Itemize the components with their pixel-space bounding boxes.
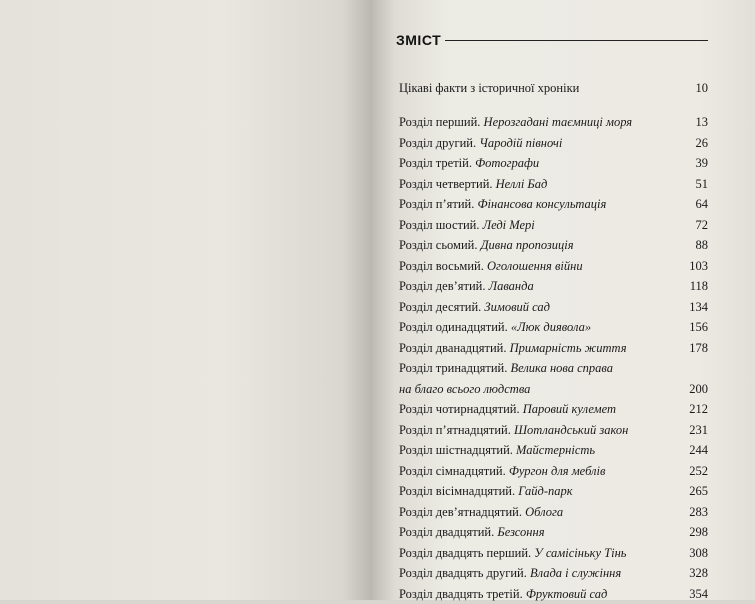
toc-entry-text [399, 235, 574, 255]
toc-entry-text [399, 153, 539, 173]
toc-entry-text [399, 481, 573, 501]
toc-entry-prefix: Розділ двадцятий. [399, 525, 498, 539]
toc-entry-prefix: Розділ дев’ятий. [399, 279, 489, 293]
toc-entry-prefix: Розділ вісімнадцятий. [399, 484, 519, 498]
toc-entry-text [399, 174, 547, 194]
toc-entry-page: 64 [695, 197, 708, 211]
toc-entry-prefix: Розділ п’ятий. [399, 197, 478, 211]
toc-entry-page: 72 [695, 217, 708, 232]
toc-entry-title: Шотландський закон [514, 422, 629, 437]
toc-entry-title: Фургон для меблів [508, 463, 606, 478]
toc-entry-title: Зимовий сад [484, 299, 550, 314]
toc-entry-page: 39 [695, 156, 708, 170]
toc-entry-text [399, 215, 535, 235]
toc-entry [399, 420, 708, 440]
heading-rule [445, 40, 708, 41]
toc-entry-page: 134 [689, 299, 708, 314]
toc-entry [399, 235, 708, 255]
toc-entry [399, 543, 708, 563]
toc-entry-text [399, 112, 632, 132]
toc-entry-text [399, 133, 562, 153]
toc-entry-title: Безсоння [497, 525, 545, 539]
toc-entry-prefix: Розділ двадцять перший. [399, 545, 535, 560]
toc-entry-prefix: Розділ восьмий. [399, 258, 487, 273]
toc-entry-text [399, 584, 607, 604]
toc-entry-title: Неллі Бад [495, 176, 548, 191]
toc-entry [399, 481, 708, 501]
toc-entry [399, 153, 708, 173]
toc-entry-title: Примарність життя [509, 340, 627, 355]
toc-entry-page: 328 [689, 566, 708, 580]
toc-entry-title: Велика нова справа [510, 361, 614, 375]
toc-entry-prefix: Розділ третій. [399, 156, 476, 170]
toc-entry-text [399, 522, 545, 542]
toc-entry-title: Дивна пропозиція [480, 238, 574, 252]
toc-entry [399, 358, 708, 378]
toc-entry-title: Майстерність [516, 443, 596, 457]
toc-entry [399, 440, 708, 460]
toc-entry [399, 338, 708, 358]
toc-entry-page: 156 [689, 320, 708, 334]
toc-entry-text [399, 297, 550, 317]
toc-entry-prefix: Розділ сімнадцятий. [399, 463, 509, 478]
toc-entry-page: 103 [689, 258, 708, 273]
toc-entry-text [399, 502, 563, 522]
toc-entry-title: Чародій півночі [479, 135, 563, 150]
toc-heading: ЗМІСТ [396, 32, 442, 48]
toc-entry-prefix: Розділ п’ятнадцятий. [399, 422, 514, 437]
toc-header [396, 30, 708, 50]
toc-entry-text [399, 276, 534, 296]
toc-entry-prefix: Розділ дванадцятий. [399, 340, 510, 355]
toc-entry-text [399, 379, 530, 399]
toc-entry-title: Облога [525, 504, 564, 519]
toc-entry-prefix: Розділ сьомий. [399, 238, 481, 252]
toc-entry-prefix: Розділ другий. [399, 135, 480, 150]
toc-entry-title: Фотографи [475, 156, 540, 170]
toc-entry [399, 563, 708, 583]
toc-entry-prefix: Цікаві факти з історичної хроніки [399, 81, 580, 95]
toc-entry-text [399, 317, 591, 337]
toc-entry-prefix: Розділ одинадцятий. [399, 320, 511, 334]
toc-entry-text [399, 563, 621, 583]
toc-entry-prefix: Розділ тринадцятий. [399, 361, 511, 375]
left-page [0, 0, 372, 600]
toc-entry-text [399, 194, 606, 214]
toc-entry-title: Гайд-парк [518, 484, 573, 498]
toc-entry-text [399, 399, 616, 419]
toc-entry-prefix: Розділ перший. [399, 115, 484, 129]
toc-entry-title: Леді Мері [482, 217, 535, 232]
toc-entry [399, 78, 708, 98]
toc-entry [399, 174, 708, 194]
toc-entry-text [399, 543, 627, 563]
toc-entry-page: 118 [689, 279, 708, 293]
toc-entry-page: 244 [689, 443, 708, 457]
toc-entry-title: Паровий кулемет [522, 402, 616, 416]
toc-entry-text [399, 256, 583, 276]
toc-entry-page: 354 [689, 586, 708, 601]
toc-entry-title: Оголошення війни [486, 258, 583, 273]
toc-entry-title: Фруктовий сад [525, 586, 608, 601]
toc-entry-page: 88 [695, 238, 708, 252]
toc-entry [399, 399, 708, 419]
toc-entry-page: 265 [689, 484, 708, 498]
toc-entry [399, 379, 708, 399]
toc-entry-prefix: Розділ десятий. [399, 299, 485, 314]
toc-entry-text [399, 78, 579, 98]
toc-entry-prefix: Розділ двадцять другий. [399, 566, 530, 580]
toc-entry [399, 502, 708, 522]
toc-entry-text [399, 358, 613, 378]
toc-entry-title: У самісіньку Тінь [534, 545, 627, 560]
toc-entry-prefix: Розділ дев’ятнадцятий. [399, 504, 526, 519]
toc-entry-prefix: Розділ шостий. [399, 217, 483, 232]
toc-entry [399, 215, 708, 235]
toc-entry-page: 178 [689, 340, 708, 355]
toc-entry-title: на благо всього людства [399, 381, 531, 396]
toc-entry [399, 112, 708, 132]
toc-entry [399, 276, 708, 296]
toc-entry-prefix: Розділ чотирнадцятий. [399, 402, 523, 416]
toc-entry [399, 317, 708, 337]
toc-entry-prefix: Розділ четвертий. [399, 176, 496, 191]
toc-entry-text [399, 338, 627, 358]
toc-entry-page: 283 [689, 504, 708, 519]
toc-entry-title: Лаванда [488, 279, 534, 293]
toc-entry-prefix: Розділ шістнадцятий. [399, 443, 517, 457]
toc-entry-page: 51 [695, 176, 708, 191]
toc-entry-title: Нерозгадані таємниці моря [483, 115, 633, 129]
toc-entry-prefix: Розділ двадцять третій. [399, 586, 526, 601]
toc-entry-text [399, 461, 605, 481]
toc-entry [399, 461, 708, 481]
toc-entry-title: Фінансова консультація [477, 197, 607, 211]
toc-entry [399, 194, 708, 214]
toc-entry-page: 252 [689, 463, 708, 478]
toc-entry-page: 200 [689, 381, 708, 396]
toc-entry-title: Влада і служіння [529, 566, 622, 580]
toc-entry-title: «Люк диявола» [510, 320, 592, 334]
toc-entry [399, 256, 708, 276]
toc-entry [399, 522, 708, 542]
toc-entry-page: 308 [689, 545, 708, 560]
toc-entry-text [399, 440, 595, 460]
toc-entry [399, 297, 708, 317]
toc-entry [399, 584, 708, 604]
toc-entry-page: 26 [695, 135, 708, 150]
toc-entry [399, 133, 708, 153]
toc-entry-page: 231 [689, 422, 708, 437]
toc-entry-page: 298 [689, 525, 708, 539]
toc-entry-text [399, 420, 628, 440]
toc-entry-page: 13 [695, 115, 708, 129]
toc-entry-page: 212 [689, 402, 708, 416]
toc-entry-page: 10 [695, 81, 708, 95]
